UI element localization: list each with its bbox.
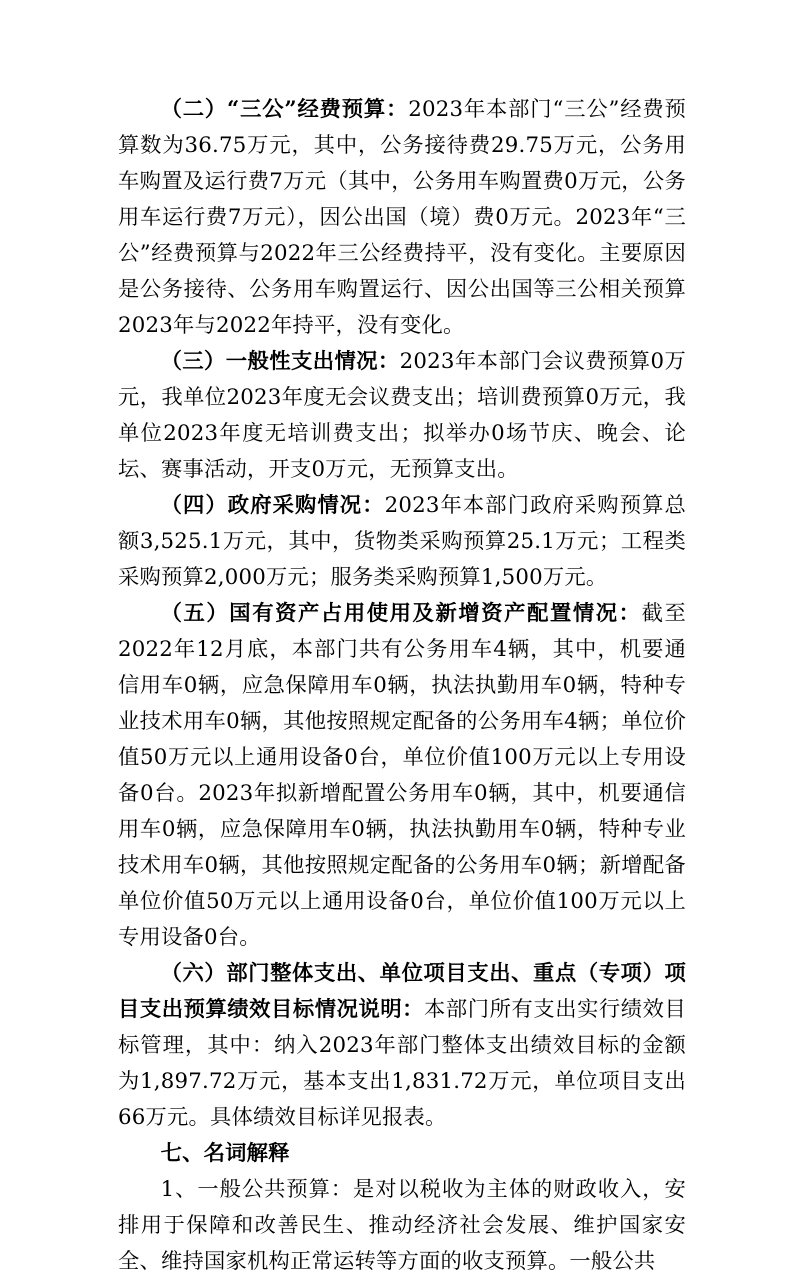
paragraph-three-public-funds — [118, 92, 686, 344]
paragraph-performance-targets — [118, 956, 686, 1136]
paragraph-body: 2023年本部门“三公”经费预算数为36.75万元，其中，公务接待费29.75万元，公务用车购置及运行费7万元（其中，公务用车购置费0万元，公务用车运行费7万元），因公出国（境）费0万元。2023年“三公”经费预算与2022年三公经费持平，没有变化。主要原因是公务接待、公务用车购置运行、因公出国等三公相关预算2023年与2022年持平，没有变化。 — [118, 97, 686, 338]
document-page — [118, 92, 686, 1280]
paragraph-heading: （三）一般性支出情况： — [160, 349, 400, 374]
paragraph-body: 2023年本部门政府采购预算总额3,525.1万元，其中，货物类采购预算25.1万元；工程类采购预算2,000万元；服务类采购预算1,500万元。 — [118, 493, 686, 590]
paragraph-definition: 1、一般公共预算：是对以税收为主体的财政收入，安排用于保障和改善民生、推动经济社会发展、维护国家安全、维持国家机构正常运转等方面的收支预算。一般公共 — [118, 1177, 686, 1274]
paragraph-heading: （四）政府采购情况： — [160, 493, 385, 518]
paragraph-heading: （二）“三公”经费预算： — [160, 97, 409, 122]
paragraph-government-procurement — [118, 488, 686, 596]
paragraph-body: 2023年本部门会议费预算0万元，我单位2023年度无会议费支出；培训费预算0万元，我单位2023年度无培训费支出；拟举办0场节庆、晚会、论坛、赛事活动，开支0万元，无预算支出。 — [118, 349, 686, 482]
paragraph-heading: （五）国有资产占用使用及新增资产配置情况： — [160, 601, 642, 626]
paragraph-heading: （六）部门整体支出、单位项目支出、重点（专项）项目支出预算绩效目标情况说明： — [118, 961, 686, 1022]
paragraph-state-assets — [118, 596, 686, 956]
section-title: 七、名词解释 — [160, 1141, 290, 1166]
paragraph-body: 截至2022年12月底，本部门共有公务用车4辆，其中，机要通信用车0辆，应急保障用车0辆，执法执勤用车0辆，特种专业技术用车0辆，其他按照规定配备的公务用车4辆；单位价值50万元以上通用设备0台，单位价值100万元以上专用设备0台。2023年拟新增配置公务用车0辆，其中，机要通信用车0辆，应急保障用车0辆，执法执勤用车0辆，特种专业技术用车0辆，其他按照规定配备的公务用车0辆；新增配备单位价值50万元以上通用设备0台，单位价值100万元以上专用设备0台。 — [118, 601, 686, 950]
paragraph-general-expenditure — [118, 344, 686, 488]
paragraph-body: 本部门所有支出实行绩效目标管理，其中：纳入2023年部门整体支出绩效目标的金额为1,897.72万元，基本支出1,831.72万元，单位项目支出66万元。具体绩效目标详见报表。 — [118, 997, 686, 1130]
